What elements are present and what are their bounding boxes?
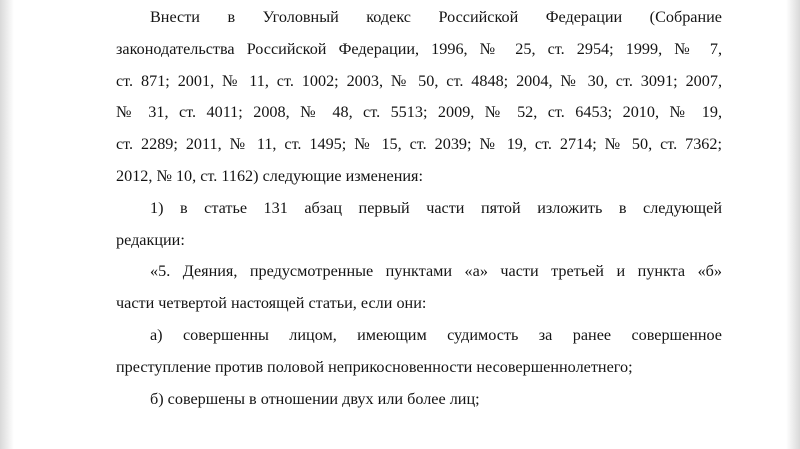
text-line: ст. 871; 2001, № 11, ст. 1002; 2003, № 50, ст. 4848; 2004, № 30, ст. 3091; 2007, — [116, 71, 722, 90]
text-line: «5. Деяния, предусмотренные пунктами «а» части третьей и пункта «б» — [150, 262, 722, 281]
text-line: а) совершенны лицом, имеющим судимость за ранее совершенное — [150, 325, 722, 344]
document-text — [116, 2, 722, 415]
text-line: 2012, № 10, ст. 1162) следующие изменения: — [116, 166, 423, 185]
text-line: законодательства Российской Федерации, 1996, № 25, ст. 2954; 1999, № 7, — [116, 39, 722, 58]
text-line: преступление против половой неприкосновенности несовершеннолетнего; — [116, 357, 633, 376]
text-line: редакции: — [116, 230, 185, 249]
page-edge-shadow-left — [0, 0, 14, 449]
text-line: 1) в статье 131 абзац первый части пятой изложить в следующей — [150, 198, 722, 217]
text-line: ст. 2289; 2011, № 11, ст. 1495; № 15, ст. 2039; № 19, ст. 2714; № 50, ст. 7362; — [116, 135, 722, 154]
text-line: Внести в Уголовный кодекс Российской Федерации (Собрание — [150, 8, 722, 26]
text-line: части четвертой настоящей статьи, если они: — [116, 294, 427, 313]
text-line: № 31, ст. 4011; 2008, № 48, ст. 5513; 2009, № 52, ст. 6453; 2010, № 19, — [116, 103, 722, 122]
text-line: б) совершены в отношении двух или более лиц; — [150, 389, 480, 408]
page-edge-shadow-right — [786, 0, 800, 449]
